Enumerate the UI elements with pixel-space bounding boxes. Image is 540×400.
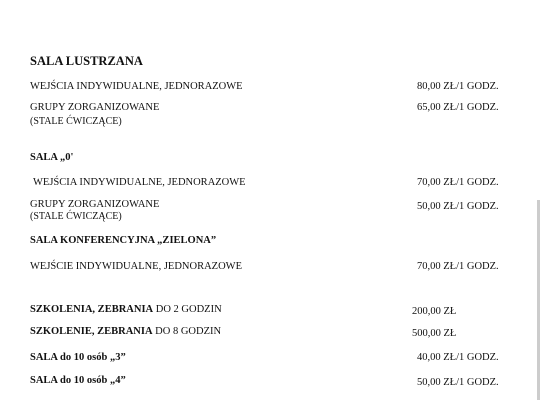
row-sublabel: (STALE ĆWICZĄCE) [30,116,122,127]
row-price: 50,00 ZŁ/1 GODZ. [417,201,499,212]
extra-row-label-bold: SZKOLENIA, ZEBRANIA [30,304,154,315]
row-sublabel: (STALE ĆWICZĄCE) [30,211,122,222]
row-label: GRUPY ZORGANIZOWANE [30,102,160,113]
row-label: WEJŚCIA INDYWIDUALNE, JEDNORAZOWE [33,177,246,188]
extra-row-label [30,376,126,387]
section-heading-sala-0: SALA „0' [30,152,74,163]
extra-row-label-rest: DO 8 GODZIN [152,326,222,337]
extra-row-label-bold: SZKOLENIE, ZEBRANIA [30,326,153,337]
section-heading-sala-lustrzana: SALA LUSTRZANA [30,54,143,68]
extra-row-price: 40,00 ZŁ/1 GODZ. [417,352,499,363]
row-price: 70,00 ZŁ/1 GODZ. [417,261,499,272]
row-price: 70,00 ZŁ/1 GODZ. [417,177,499,188]
extra-row-price: 500,00 ZŁ [412,328,457,339]
extra-row-label [30,305,222,316]
extra-row-label [30,327,221,338]
row-label: WEJŚCIA INDYWIDUALNE, JEDNORAZOWE [30,81,243,92]
section-heading-sala-konferencyjna: SALA KONFERENCYJNA „ZIELONA” [30,235,217,246]
extra-row-label-rest: DO 2 GODZIN [153,304,222,315]
row-label: GRUPY ZORGANIZOWANE [30,199,160,210]
row-price: 65,00 ZŁ/1 GODZ. [417,102,499,113]
extra-row-label-bold: SALA do 10 osób „3” [30,352,126,363]
extra-row-price: 50,00 ZŁ/1 GODZ. [417,377,499,388]
extra-row-label-bold: SALA do 10 osób „4” [30,375,126,386]
extra-row-price: 200,00 ZŁ [412,306,457,317]
extra-row-label [30,353,126,364]
row-price: 80,00 ZŁ/1 GODZ. [417,81,499,92]
row-label: WEJŚCIE INDYWIDUALNE, JEDNORAZOWE [30,261,243,272]
